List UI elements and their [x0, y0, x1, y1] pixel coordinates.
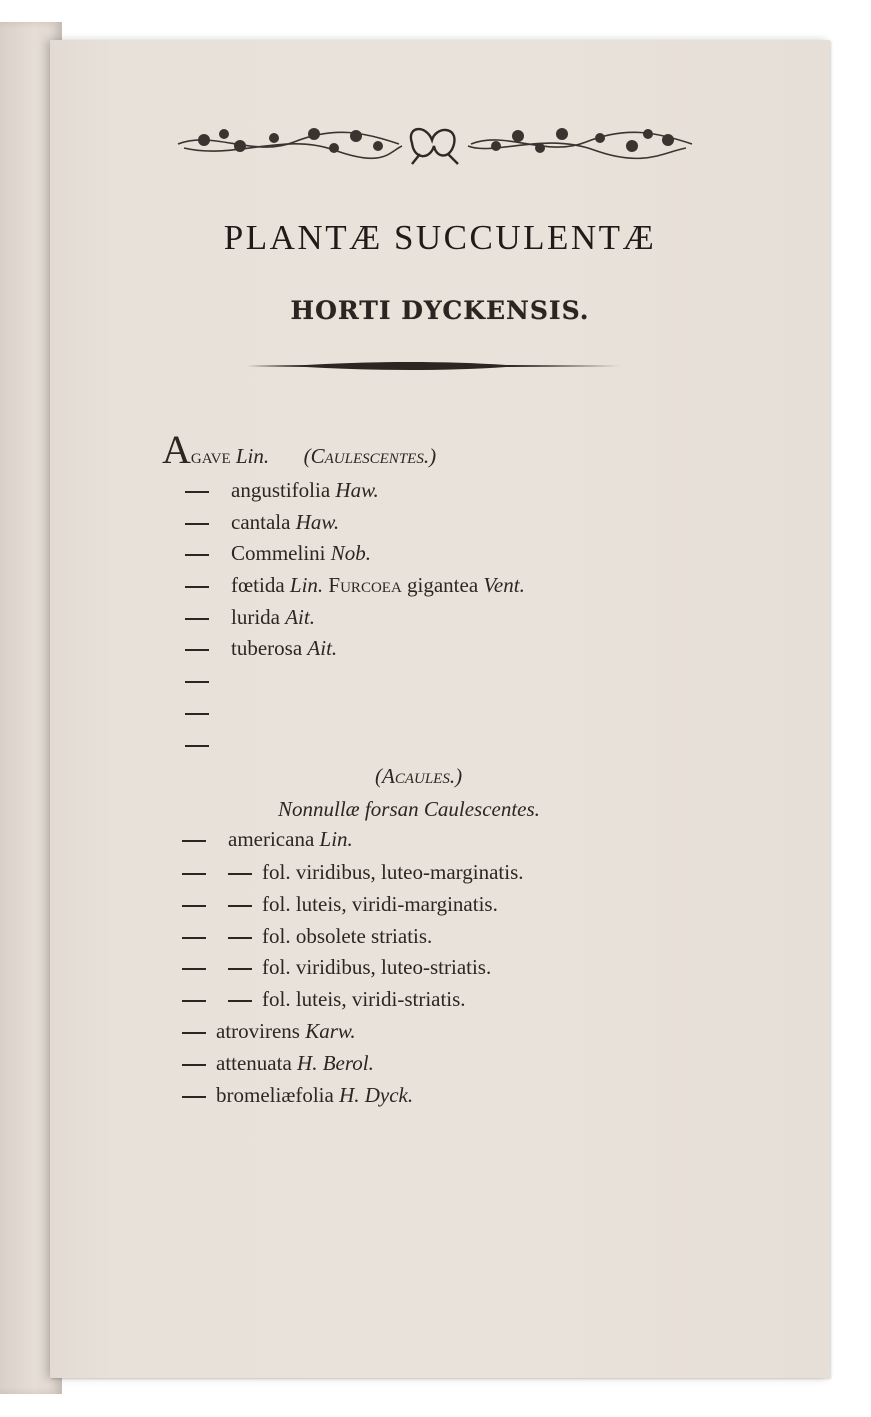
- species-entry: lurida Ait.: [185, 605, 315, 630]
- dash: [185, 586, 209, 588]
- dash: [182, 905, 206, 907]
- synonym-genus: Furcoea: [328, 573, 402, 597]
- genus-author: Lin.: [235, 444, 270, 468]
- species-entry: tuberosa Ait.: [185, 636, 337, 661]
- genus-line: [162, 427, 437, 472]
- dash: [182, 840, 206, 842]
- variety-entry: fol. obsolete striatis.: [182, 924, 432, 949]
- species-entry: bromeliæfolia H. Dyck.: [182, 1083, 413, 1108]
- genus-initial: A: [162, 427, 191, 472]
- dash: [228, 937, 252, 939]
- dash: [228, 905, 252, 907]
- variety-entry: fol. luteis, viridi-marginatis.: [182, 892, 498, 917]
- dash: [185, 523, 209, 525]
- dash: [228, 873, 252, 875]
- dash: [182, 1096, 206, 1098]
- dash: [185, 618, 209, 620]
- dash: [228, 1000, 252, 1002]
- book-page: [50, 40, 830, 1378]
- dash: [185, 491, 209, 493]
- dash: [182, 873, 206, 875]
- empty-entry: [185, 732, 231, 757]
- section-acaules: (Acaules.): [375, 764, 463, 788]
- dash: [185, 649, 209, 651]
- species-entry: atrovirens Karw.: [182, 1019, 356, 1044]
- dash: [182, 1064, 206, 1066]
- page-title: PLANTÆ SUCCULENTÆ: [223, 218, 657, 257]
- species-entry: angustifolia Haw.: [185, 478, 379, 503]
- species-entry: cantala Haw.: [185, 510, 339, 535]
- dash: [185, 554, 209, 556]
- empty-entry: [185, 668, 231, 693]
- dash: [182, 968, 206, 970]
- dash: [185, 713, 209, 715]
- empty-entry: [185, 700, 231, 725]
- floral-ornament: [174, 120, 696, 166]
- dash: [228, 968, 252, 970]
- species-entry: attenuata H. Berol.: [182, 1051, 374, 1076]
- dash: [182, 1000, 206, 1002]
- section-caulescentes: (Caulescentes.): [303, 444, 437, 468]
- variety-entry: fol. luteis, viridi-striatis.: [182, 987, 466, 1012]
- dash: [185, 681, 209, 683]
- variety-entry: fol. viridibus, luteo-marginatis.: [182, 860, 524, 885]
- variety-entry: fol. viridibus, luteo-striatis.: [182, 955, 491, 980]
- species-entry: Commelini Nob.: [185, 541, 371, 566]
- species-entry: americana Lin.: [182, 827, 353, 852]
- dash: [182, 937, 206, 939]
- acaules-note: Nonnullæ forsan Caulescentes.: [278, 797, 540, 821]
- species-entry: fœtida Lin. Furcoea gigantea Vent.: [185, 573, 525, 598]
- page-subtitle: HORTI DYCKENSIS.: [290, 296, 590, 325]
- dash: [182, 1032, 206, 1034]
- dash: [185, 745, 209, 747]
- decorative-rule: [246, 360, 620, 372]
- genus-rest: gave: [190, 444, 231, 468]
